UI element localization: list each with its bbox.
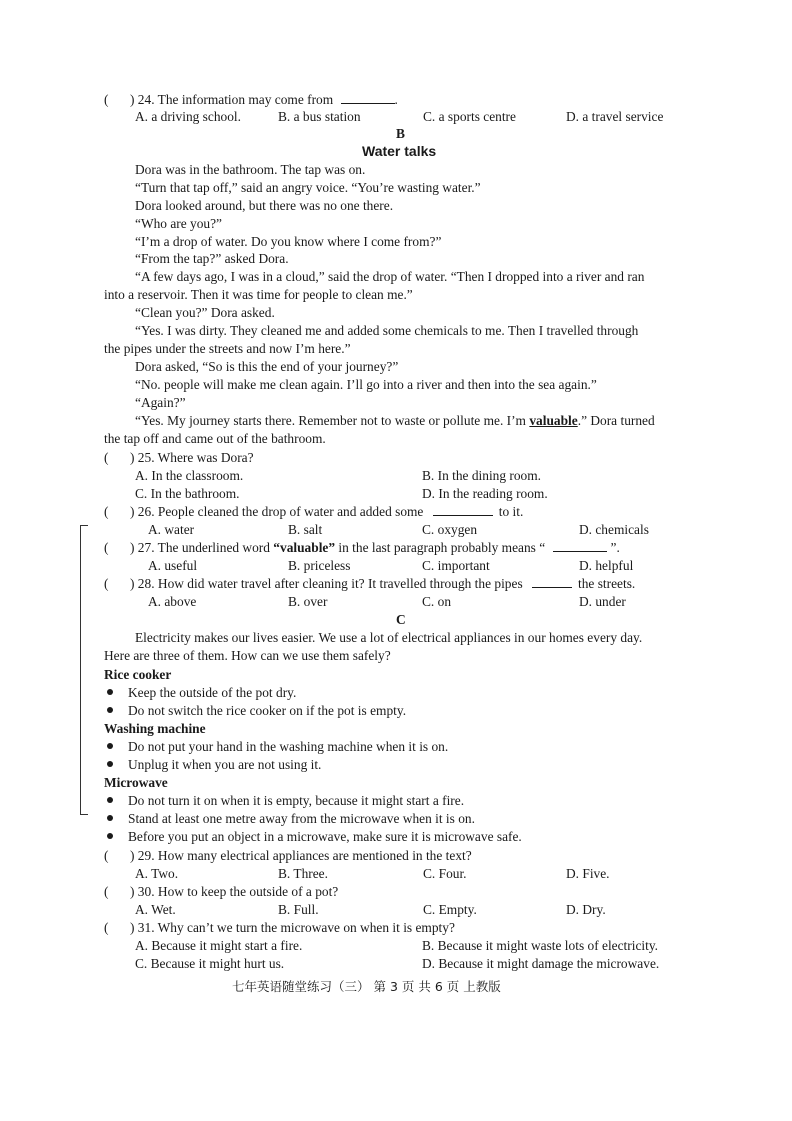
- q28-option-a[interactable]: A. above: [148, 594, 197, 609]
- q24-option-c[interactable]: C. a sports centre: [423, 109, 516, 124]
- q29-option-d[interactable]: D. Five.: [566, 866, 610, 881]
- q29-paren: (: [104, 848, 109, 863]
- passage-b-line: Dora looked around, but there was no one there.: [135, 198, 394, 213]
- q27-option-a[interactable]: A. useful: [148, 558, 198, 573]
- microwave-tip: Before you put an object in a microwave, make sure it is microwave safe.: [128, 829, 522, 844]
- passage-b-line: “Clean you?” Dora asked.: [135, 305, 275, 320]
- section-b-letter: B: [396, 126, 405, 141]
- binding-margin-line: [80, 525, 81, 815]
- q28-option-d[interactable]: D. under: [579, 594, 626, 609]
- passage-b-last-paragraph: [135, 412, 655, 429]
- passage-b-line: into a reservoir. Then it was time for people to clean me.”: [104, 287, 413, 302]
- q27-option-d[interactable]: D. helpful: [579, 558, 634, 573]
- last-para-text-a: “Yes. My journey starts there. Remember not to waste or pollute me. I’m: [135, 413, 526, 428]
- passage-c-intro-2: Here are three of them. How can we use them safely?: [104, 648, 391, 663]
- q27-stem-text-b: in the last paragraph probably means “: [335, 540, 546, 555]
- q30-option-c[interactable]: C. Empty.: [423, 902, 477, 917]
- q26-answer-blank[interactable]: [433, 503, 493, 516]
- passage-b-line: “A few days ago, I was in a cloud,” said the drop of water. “Then I dropped into a river and ran: [135, 269, 645, 284]
- washing-machine-tip: Do not put your hand in the washing machine when it is on.: [128, 739, 449, 754]
- rice-cooker-tip: Keep the outside of the pot dry.: [128, 685, 297, 700]
- q27-option-c[interactable]: C. important: [422, 558, 490, 573]
- q24-stem-text: ) 24. The information may come from: [130, 92, 334, 107]
- microwave-heading: Microwave: [104, 775, 168, 790]
- q28-stem-text: ) 28. How did water travel after cleaning it? It travelled through the pipes: [130, 576, 523, 591]
- q27-answer-blank[interactable]: [553, 539, 607, 552]
- q27-stem: [130, 539, 620, 556]
- q24-stem: [130, 91, 398, 108]
- q26-option-c[interactable]: C. oxygen: [422, 522, 478, 537]
- q31-option-c[interactable]: C. Because it might hurt us.: [135, 956, 285, 971]
- q24-option-b[interactable]: B. a bus station: [278, 109, 361, 124]
- q31-paren: (: [104, 920, 109, 935]
- q29-stem: ) 29. How many electrical appliances are mentioned in the text?: [130, 848, 472, 863]
- q24-option-a[interactable]: A. a driving school.: [135, 109, 241, 124]
- q26-tail: to it.: [498, 504, 524, 519]
- q28-tail: the streets.: [578, 576, 636, 591]
- q26-option-d[interactable]: D. chemicals: [579, 522, 649, 537]
- passage-b-line: Dora was in the bathroom. The tap was on.: [135, 162, 366, 177]
- q25-option-b[interactable]: B. In the dining room.: [422, 468, 542, 483]
- washing-machine-heading: Washing machine: [104, 721, 206, 736]
- q29-option-c[interactable]: C. Four.: [423, 866, 467, 881]
- q24-tail: .: [394, 92, 398, 107]
- q27-tail: ”.: [610, 540, 620, 555]
- q31-option-d[interactable]: D. Because it might damage the microwave.: [422, 956, 660, 971]
- q26-option-b[interactable]: B. salt: [288, 522, 323, 537]
- passage-b-line: Dora asked, “So is this the end of your journey?”: [135, 359, 399, 374]
- bullet-icon: [107, 707, 113, 713]
- passage-b-line: “Turn that tap off,” said an angry voice. “You’re wasting water.”: [135, 180, 481, 195]
- washing-machine-tip: Unplug it when you are not using it.: [128, 757, 322, 772]
- microwave-tip: Stand at least one metre away from the microwave when it is on.: [128, 811, 475, 826]
- page-footer: 七年英语随堂练习（三） 第 3 页 共 6 页 上教版: [232, 979, 501, 994]
- q29-option-a[interactable]: A. Two.: [135, 866, 179, 881]
- last-para-text-b: .” Dora turned: [577, 413, 655, 428]
- q28-paren: (: [104, 576, 109, 591]
- q30-option-a[interactable]: A. Wet.: [135, 902, 176, 917]
- q30-option-d[interactable]: D. Dry.: [566, 902, 606, 917]
- microwave-tip: Do not turn it on when it is empty, because it might start a fire.: [128, 793, 465, 808]
- q31-option-b[interactable]: B. Because it might waste lots of electricity.: [422, 938, 659, 953]
- passage-b-line: the pipes under the streets and now I’m here.”: [104, 341, 351, 356]
- q27-stem-word: “valuable”: [273, 540, 336, 555]
- binding-margin-tick: [80, 525, 88, 526]
- q30-stem: ) 30. How to keep the outside of a pot?: [130, 884, 339, 899]
- bullet-icon: [107, 797, 113, 803]
- rice-cooker-tip: Do not switch the rice cooker on if the pot is empty.: [128, 703, 407, 718]
- q29-option-b[interactable]: B. Three.: [278, 866, 328, 881]
- bullet-icon: [107, 689, 113, 695]
- q26-option-a[interactable]: A. water: [148, 522, 195, 537]
- bullet-icon: [107, 815, 113, 821]
- underlined-word-valuable: valuable: [529, 413, 578, 428]
- passage-b-line: “Again?”: [135, 395, 186, 410]
- passage-b-line: “Yes. I was dirty. They cleaned me and added some chemicals to me. Then I travelled through: [135, 323, 639, 338]
- q25-stem: ) 25. Where was Dora?: [130, 450, 254, 465]
- passage-b-line: “No. people will make me clean again. I’ll go into a river and then into the sea again.”: [135, 377, 597, 392]
- bullet-icon: [107, 833, 113, 839]
- q28-option-c[interactable]: C. on: [422, 594, 452, 609]
- q25-option-c[interactable]: C. In the bathroom.: [135, 486, 240, 501]
- q30-option-b[interactable]: B. Full.: [278, 902, 319, 917]
- q25-option-d[interactable]: D. In the reading room.: [422, 486, 548, 501]
- q25-paren: (: [104, 450, 109, 465]
- passage-b-line: “Who are you?”: [135, 216, 222, 231]
- passage-b-line: “I’m a drop of water. Do you know where I come from?”: [135, 234, 442, 249]
- bullet-icon: [107, 761, 113, 767]
- bullet-icon: [107, 743, 113, 749]
- section-b-title: Water talks: [362, 143, 437, 159]
- q27-stem-text-a: ) 27. The underlined word: [130, 540, 274, 555]
- passage-b-line: the tap off and came out of the bathroom.: [104, 431, 326, 446]
- q24-answer-blank[interactable]: [341, 91, 395, 104]
- q30-paren: (: [104, 884, 109, 899]
- q28-answer-blank[interactable]: [532, 575, 572, 588]
- passage-b-line: “From the tap?” asked Dora.: [135, 251, 289, 266]
- q31-option-a[interactable]: A. Because it might start a fire.: [135, 938, 303, 953]
- section-c-letter: C: [396, 612, 406, 627]
- binding-margin-tick: [80, 814, 88, 815]
- q28-stem: [130, 575, 635, 592]
- q26-stem-text: ) 26. People cleaned the drop of water and added some: [130, 504, 424, 519]
- passage-c-intro-1: Electricity makes our lives easier. We use a lot of electrical appliances in our homes every day.: [135, 630, 643, 645]
- q25-option-a[interactable]: A. In the classroom.: [135, 468, 244, 483]
- rice-cooker-heading: Rice cooker: [104, 667, 172, 682]
- q24-paren: (: [104, 92, 109, 107]
- q26-stem: [130, 503, 523, 520]
- q28-option-b[interactable]: B. over: [288, 594, 328, 609]
- q24-option-d[interactable]: D. a travel service: [566, 109, 664, 124]
- q27-paren: (: [104, 540, 109, 555]
- q27-option-b[interactable]: B. priceless: [288, 558, 351, 573]
- q31-stem: ) 31. Why can’t we turn the microwave on when it is empty?: [130, 920, 455, 935]
- q26-paren: (: [104, 504, 109, 519]
